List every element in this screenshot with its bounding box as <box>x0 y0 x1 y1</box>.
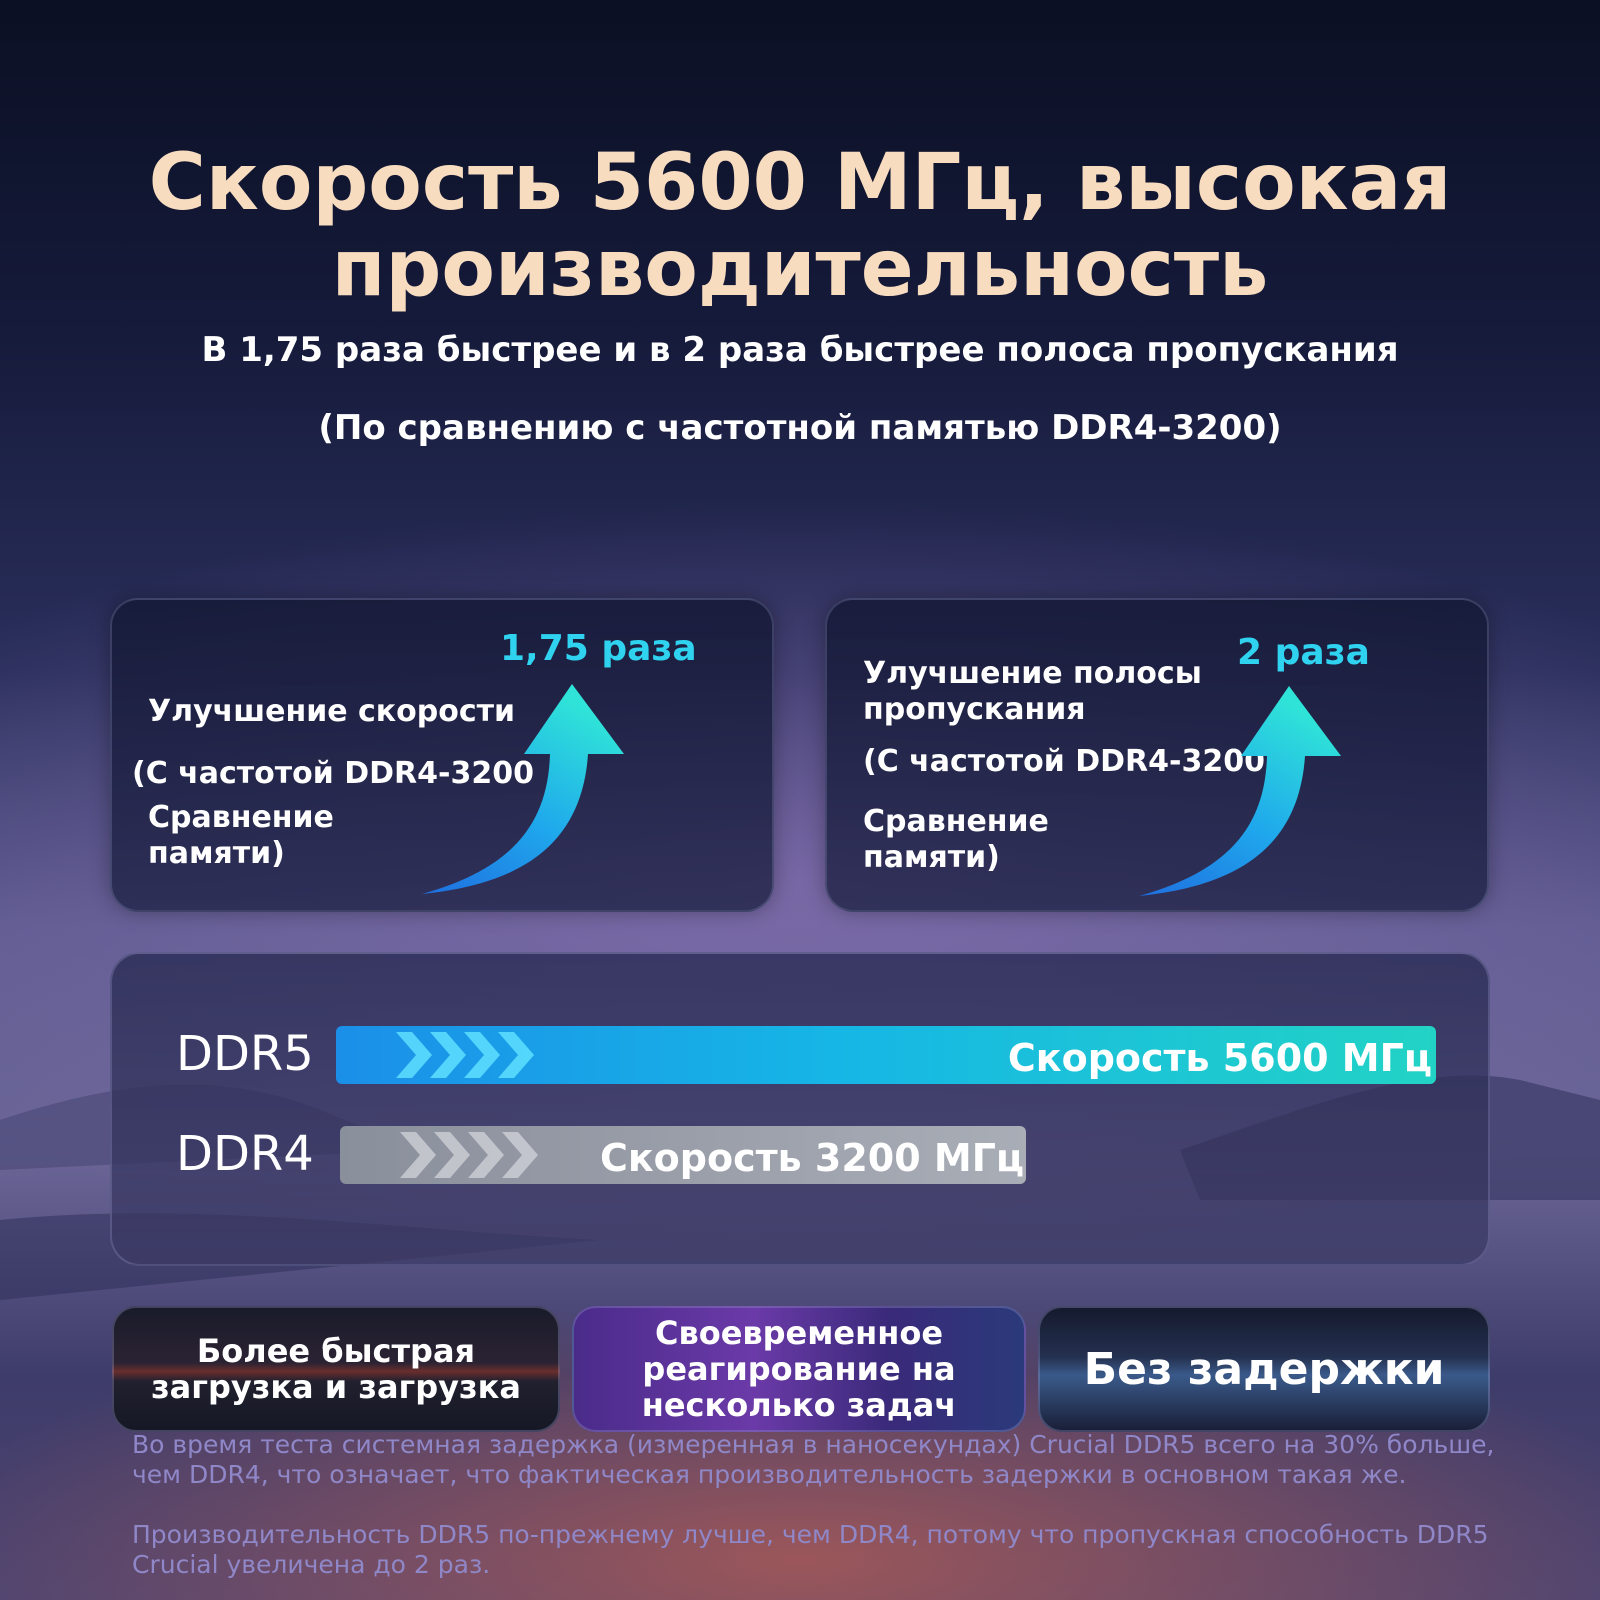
speed-improvement-card <box>110 598 774 912</box>
ddr4-speed-text: Скорость 3200 МГц <box>600 1136 1025 1180</box>
speed-multiplier: 1,75 раза <box>500 628 697 669</box>
ddr4-speed-bar <box>340 1126 1026 1184</box>
chevrons-icon <box>396 1026 556 1084</box>
bandwidth-card-detail: (С частотой DDR4-3200 <box>863 744 1265 779</box>
upward-arrow-icon <box>412 684 642 904</box>
ddr5-label: DDR5 <box>176 1026 314 1082</box>
upward-arrow-icon <box>1129 686 1359 906</box>
feature-multitask-response: Своевременное реагирование на несколько задач <box>572 1306 1026 1432</box>
title-line-2: производительность <box>331 224 1269 314</box>
page-title <box>0 140 1600 312</box>
speed-card-detail-2: Сравнение памяти) <box>148 800 334 871</box>
comparison-note: (По сравнению с частотной памятью DDR4-3200) <box>318 408 1282 448</box>
subtitle: В 1,75 раза быстрее и в 2 раза быстрее полоса пропускания <box>201 330 1399 370</box>
speed-card-detail: (С частотой DDR4-3200 <box>132 756 534 791</box>
feature-faster-loading: Более быстрая загрузка и загрузка <box>112 1306 560 1432</box>
ddr4-label: DDR4 <box>176 1126 314 1182</box>
title-line-1: Скорость 5600 МГц, высокая <box>148 138 1452 228</box>
feature-no-latency: Без задержки <box>1038 1306 1490 1432</box>
bandwidth-card-detail-2: Сравнение памяти) <box>863 804 1049 875</box>
footnote-bandwidth: Производительность DDR5 по-прежнему лучше, чем DDR4, потому что пропускная способность DDR5 Crucial увеличена до 2 раз. <box>132 1520 1489 1579</box>
footnote-latency: Во время теста системная задержка (измеренная в наносекундах) Crucial DDR5 всего на 30% больше, чем DDR4, что означает, что фактическая производительность задержки в основном такая же. <box>132 1430 1495 1489</box>
chevrons-icon <box>400 1126 560 1184</box>
speed-comparison-panel <box>110 952 1490 1266</box>
bandwidth-improvement-card <box>825 598 1489 912</box>
ddr5-speed-bar <box>336 1026 1436 1084</box>
bandwidth-card-title: Улучшение полосы пропускания <box>863 656 1202 727</box>
ddr5-speed-text: Скорость 5600 МГц <box>1007 1036 1432 1080</box>
speed-card-title: Улучшение скорости <box>148 694 516 729</box>
bandwidth-multiplier: 2 раза <box>1237 632 1370 673</box>
